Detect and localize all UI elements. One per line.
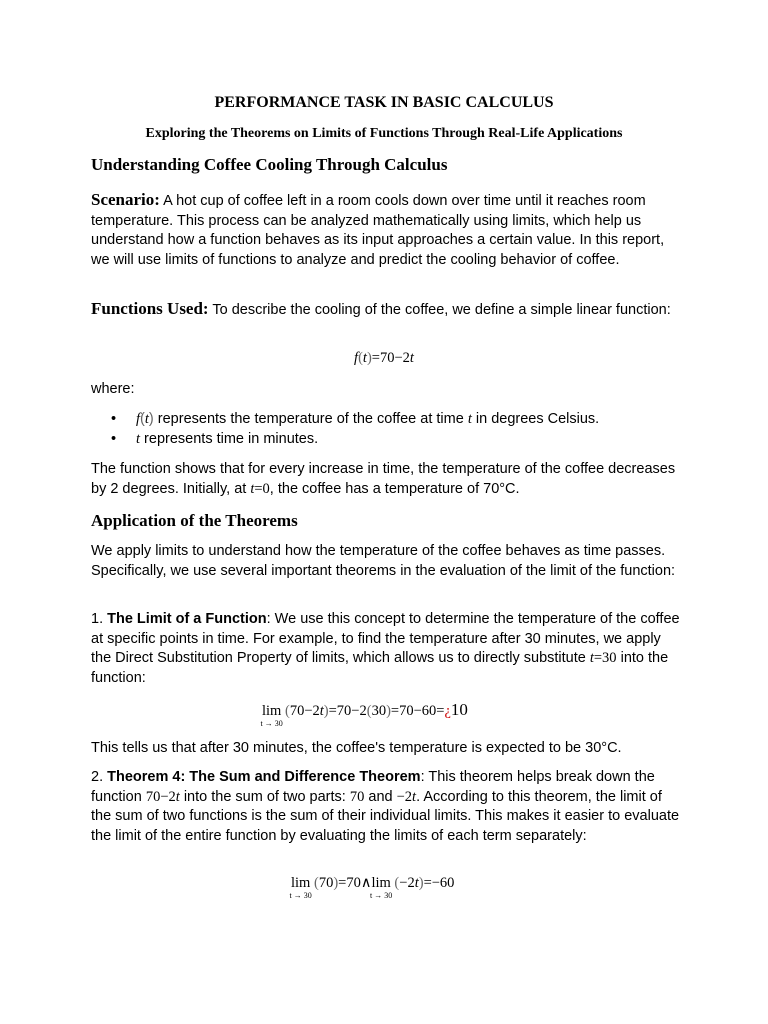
functions-paragraph [91, 299, 681, 321]
item1-label: The Limit of a Function [107, 611, 267, 627]
limit-equation-2: lim t → 30 (70)=70∧lim t → 30 (−2t)=−60 [289, 875, 455, 900]
document-title: PERFORMANCE TASK IN BASIC CALCULUS [214, 94, 554, 111]
scenario-text: A hot cup of coffee left in a room cools down over time until it reaches room temperature. This process can be analyzed mathematically using limits, which help us understand how a function behaves as its input approaches a certain value. In this report, we will use limits of functions to analyze and predict the cooling behavior of coffee. [91, 193, 665, 268]
summary-paragraph: The function shows that for every increase in time, the temperature of the coffee decreases by 2 degrees. Initially, at t=0, the coffee has a temperature of 70°C. [91, 461, 676, 497]
eq-fn: f [354, 350, 359, 366]
section-heading-application: Application of the Theorems [91, 511, 298, 530]
functions-text: To describe the cooling of the coffee, we define a simple linear function: [208, 302, 671, 318]
item2-label: Theorem 4: The Sum and Difference Theorem [107, 769, 421, 785]
eq-rhs-var: t [409, 350, 414, 366]
scenario-paragraph [91, 190, 681, 270]
item1-paragraph: 1. The Limit of a Function: We use this concept to determine the temperature of the coffee at specific points in time. For example, to find the temperature after 30 minutes, we apply the Direct Substitution Property of limits, which allows us to directly substitute t=30 into the function: [91, 611, 680, 686]
after-limit-1-text: This tells us that after 30 minutes, the coffee's temperature is expected to be 30°C. [91, 740, 622, 756]
application-intro: We apply limits to understand how the temperature of the coffee behaves as time passes. Specifically, we use several important theorems in the evaluation of the limit of the function: [91, 543, 676, 579]
where-label: where: [91, 381, 135, 397]
document-subtitle: Exploring the Theorems on Limits of Functions Through Real-Life Applications [145, 126, 623, 141]
eq-rhs: =70−2 [371, 350, 410, 366]
scenario-label: Scenario: [91, 190, 160, 209]
eq-var: t [362, 350, 367, 366]
section-heading-coffee-cooling: Understanding Coffee Cooling Through Calculus [91, 155, 448, 174]
variable-list [91, 409, 681, 449]
list-item: • f(t) represents the temperature of the coffee at time t in degrees Celsius. [111, 411, 600, 427]
function-equation: f(t)=70−2t [354, 350, 414, 366]
item2-paragraph: 2. Theorem 4: The Sum and Difference Theorem: This theorem helps break down the function 70−2t into the sum of two parts: 70 and −2t. According to this theorem, the limit of the sum of two functions is the sum of their individual limits. This makes it easier to evaluate the limit of the entire function by evaluating the limits of each term separately: [91, 769, 680, 844]
limit-equation-1: lim t → 30 (70−2t)=70−2(30)=70−60=¿10 [260, 700, 468, 728]
error-glyph: ¿ [444, 703, 451, 719]
functions-label: Functions Used: [91, 299, 209, 318]
list-item: • t represents time in minutes. [111, 431, 319, 447]
